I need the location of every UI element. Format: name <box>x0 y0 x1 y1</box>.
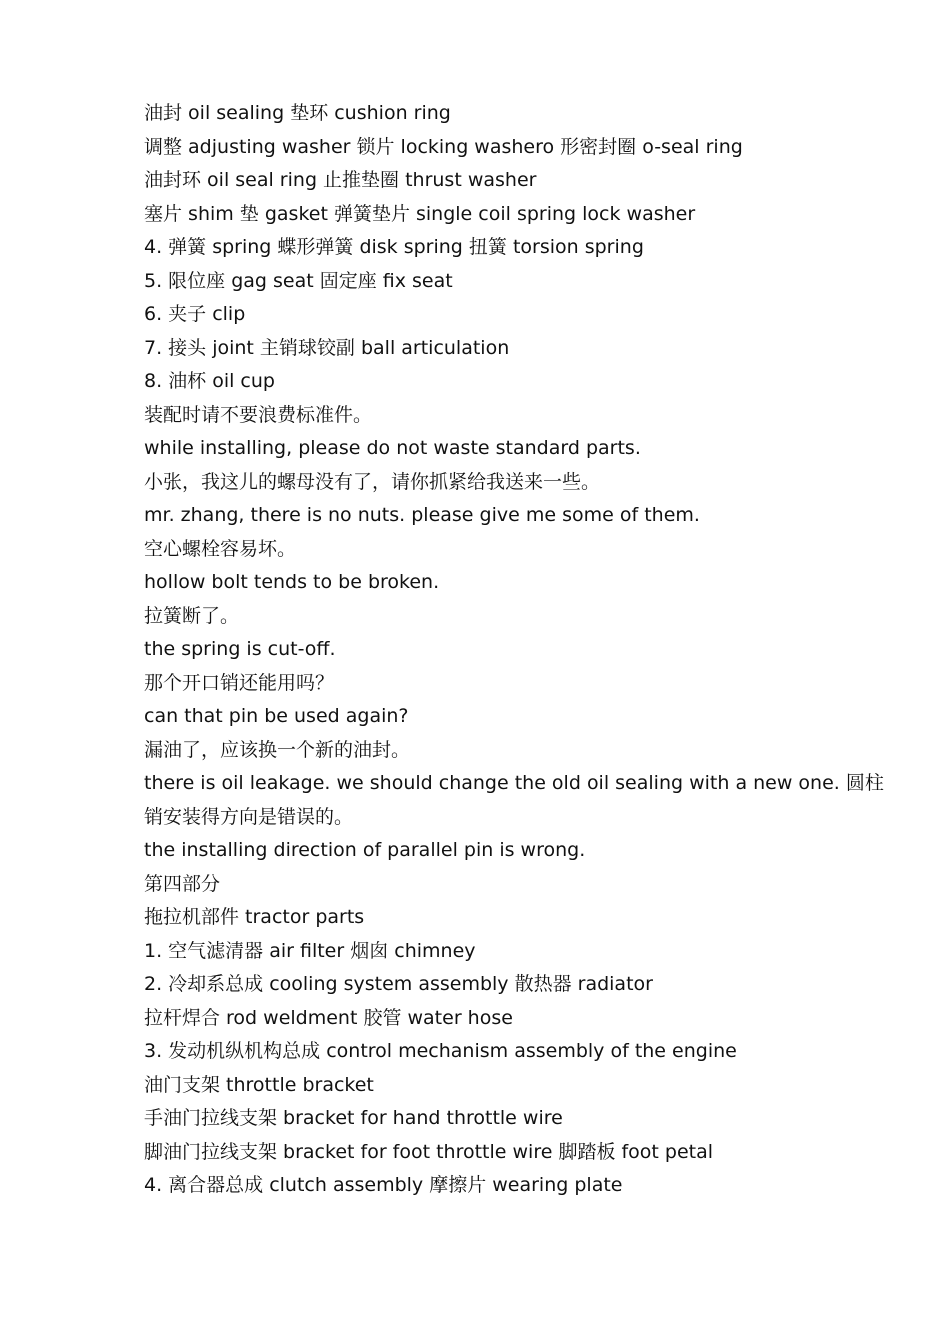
text-line: 2. 冷却系总成 cooling system assembly 散热器 radiator <box>144 973 653 995</box>
text-line: 8. 油杯 oil cup <box>144 370 275 392</box>
text-line: 那个开口销还能用吗？ <box>144 671 335 694</box>
text-line: 脚油门拉线支架 bracket for foot throttle wire 脚踏板 foot petal <box>144 1140 714 1163</box>
text-line: 3. 发动机纵机构总成 control mechanism assembly of the engine <box>144 1040 737 1062</box>
text-line: 手油门拉线支架 bracket for hand throttle wire <box>144 1107 563 1129</box>
text-line: 1. 空气滤清器 air filter 烟囱 chimney <box>144 939 476 962</box>
text-line: 5. 限位座 gag seat 固定座 fix seat <box>144 269 453 292</box>
text-line: mr. zhang, there is no nuts. please give me some of them. <box>144 504 700 526</box>
text-line: 小张，我这儿的螺母没有了，请你抓紧给我送来一些。 <box>144 470 601 493</box>
text-line: 油封 oil sealing 垫环 cushion ring <box>144 102 451 124</box>
text-line: 调整 adjusting washer 锁片 locking washero 形密封圈 o-seal ring <box>144 135 743 158</box>
text-line: there is oil leakage. we should change the old oil sealing with a new one. 圆柱 <box>144 772 884 794</box>
section-heading: 第四部分 <box>144 872 221 895</box>
text-line: hollow bolt tends to be broken. <box>144 571 440 593</box>
text-line: 拖拉机部件 tractor parts <box>144 906 365 928</box>
text-line: 6. 夹子 clip <box>144 303 246 325</box>
text-line: the spring is cut-off. <box>144 638 336 660</box>
text-line: 装配时请不要浪费标准件。 <box>144 403 373 426</box>
text-line: 销安装得方向是错误的。 <box>144 805 354 828</box>
text-line: 空心螺栓容易坏。 <box>144 537 297 560</box>
text-line: can that pin be used again? <box>144 705 409 727</box>
text-line: 塞片 shim 垫 gasket 弹簧垫片 single coil spring lock washer <box>144 202 696 225</box>
text-line: 漏油了，应该换一个新的油封。 <box>144 738 411 761</box>
text-line: while installing, please do not waste standard parts. <box>144 437 641 459</box>
text-line: the installing direction of parallel pin is wrong. <box>144 839 586 861</box>
document-body <box>144 97 904 1203</box>
text-line: 4. 弹簧 spring 蝶形弹簧 disk spring 扭簧 torsion spring <box>144 236 644 258</box>
text-line: 7. 接头 joint 主销球铰副 ball articulation <box>144 336 510 359</box>
text-line: 拉杆焊合 rod weldment 胶管 water hose <box>144 1006 513 1029</box>
text-line: 拉簧断了。 <box>144 604 240 627</box>
text-line: 4. 离合器总成 clutch assembly 摩擦片 wearing plate <box>144 1174 623 1196</box>
text-line: 油封环 oil seal ring 止推垫圈 thrust washer <box>144 169 537 191</box>
text-line: 油门支架 throttle bracket <box>144 1073 374 1096</box>
